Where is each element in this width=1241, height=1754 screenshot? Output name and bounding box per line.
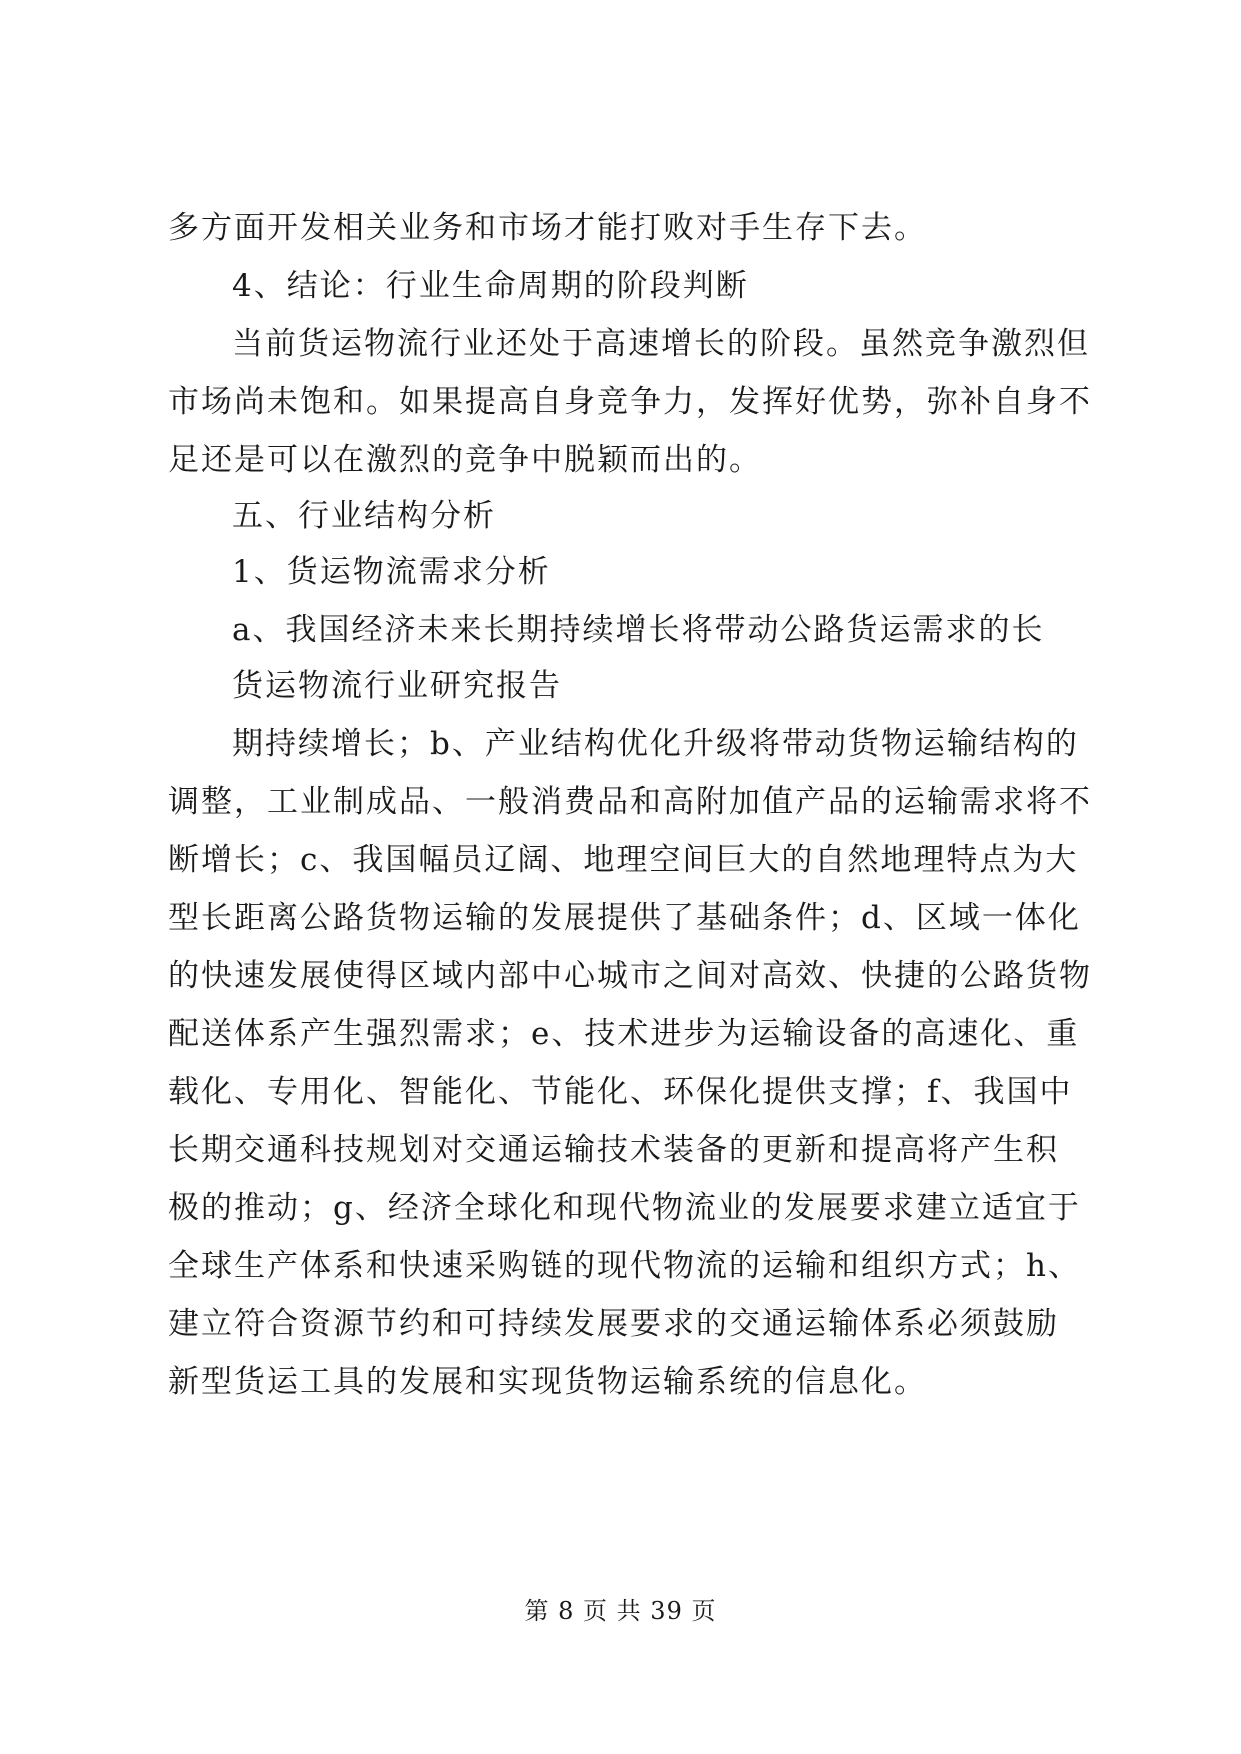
text-line-17: 长期交通科技规划对交通运输技术装备的更新和提高将产生积: [168, 1132, 1059, 1168]
text-line-15: 配送体系产生强烈需求；e、技术进步为运输设备的高速化、重: [168, 1016, 1080, 1052]
text-line-20: 建立符合资源节约和可持续发展要求的交通运输体系必须鼓励: [168, 1306, 1059, 1342]
text-line-21: 新型货运工具的发展和实现货物运输系统的信息化。: [168, 1364, 927, 1400]
text-line-4: 市场尚未饱和。如果提高自身竞争力，发挥好优势，弥补自身不: [168, 384, 1092, 420]
heading-conclusion: 4、结论：行业生命周期的阶段判断: [232, 268, 749, 304]
text-line-3: 当前货运物流行业还处于高速增长的阶段。虽然竞争激烈但: [232, 326, 1090, 362]
text-line-12: 断增长；c、我国幅员辽阔、地理空间巨大的自然地理特点为大: [168, 842, 1079, 878]
text-line-13: 型长距离公路货物运输的发展提供了基础条件；d、区域一体化: [168, 900, 1081, 936]
text-line-14: 的快速发展使得区域内部中心城市之间对高效、快捷的公路货物: [168, 958, 1092, 994]
text-line-16: 载化、专用化、智能化、节能化、环保化提供支撑；f、我国中: [168, 1074, 1073, 1110]
text-line-5: 足还是可以在激烈的竞争中脱颖而出的。: [168, 442, 762, 478]
text-line-11: 调整，工业制成品、一般消费品和高附加值产品的运输需求将不: [168, 784, 1092, 820]
text-line-8: a、我国经济未来长期持续增长将带动公路货运需求的长: [232, 612, 1045, 648]
report-title-line: 货运物流行业研究报告: [232, 668, 562, 704]
text-line-10: 期持续增长；b、产业结构优化升级将带动货物运输结构的: [232, 726, 1079, 762]
page-number-footer: 第 8 页 共 39 页: [524, 1597, 717, 1625]
heading-section-five: 五、行业结构分析: [232, 498, 496, 534]
text-line-19: 全球生产体系和快速采购链的现代物流的运输和组织方式；h、: [168, 1248, 1081, 1284]
heading-demand-analysis: 1、货运物流需求分析: [232, 554, 551, 590]
text-line-1: 多方面开发相关业务和市场才能打败对手生存下去。: [168, 210, 927, 246]
text-line-18: 极的推动；g、经济全球化和现代物流业的发展要求建立适宜于: [168, 1190, 1081, 1226]
